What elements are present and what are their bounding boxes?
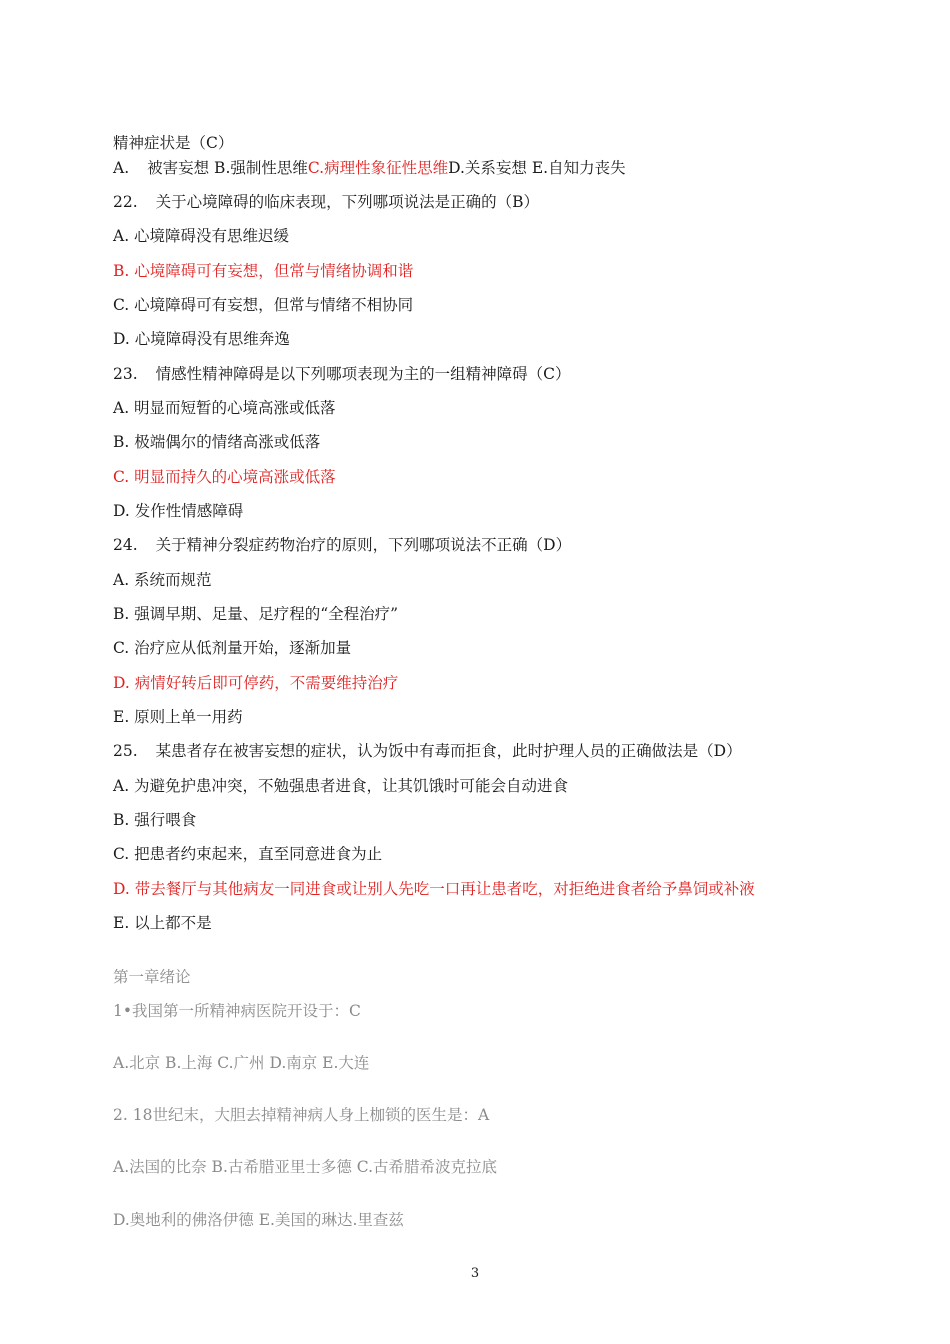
option-text: D.关系妄想 E.自知力丧失 [448, 159, 626, 177]
question-1: 1•我国第一所精神病医院开设于：C [113, 1002, 361, 1020]
option-c: C. 治疗应从低剂量开始，逐渐加量 [113, 639, 352, 657]
question-number: 25. [113, 742, 138, 760]
option-c: C. 把患者约束起来，直至同意进食为止 [113, 845, 383, 863]
options-line: D.奥地利的佛洛伊德 E.美国的琳达.里查兹 [113, 1211, 404, 1229]
option-a: A. 明显而短暂的心境高涨或低落 [113, 399, 336, 417]
chapter-heading: 第一章绪论 [113, 968, 191, 986]
option-a: A. 心境障碍没有思维迟缓 [113, 227, 290, 245]
option-text: 被害妄想 B.强制性思维 [147, 159, 308, 177]
option-a: A. 系统而规范 [113, 571, 212, 589]
question-number: 22. [113, 193, 138, 211]
options-line: A.北京 B.上海 C.广州 D.南京 E.大连 [113, 1054, 370, 1072]
correct-answer: D. 病情好转后即可停药，不需要维持治疗 [113, 674, 399, 692]
option-b: B. 强调早期、足量、足疗程的“全程治疗” [113, 605, 399, 623]
page-number: 3 [470, 1266, 480, 1281]
correct-answer: C. 明显而持久的心境高涨或低落 [113, 468, 336, 486]
question-24 [113, 535, 571, 555]
option-b: B. 极端偶尔的情绪高涨或低落 [113, 433, 321, 451]
question-text: 关于精神分裂症药物治疗的原则，下列哪项说法不正确（D） [155, 536, 572, 554]
question-2: 2. 18世纪末，大胆去掉精神病人身上枷锁的医生是：A [113, 1106, 490, 1124]
options-line [113, 158, 626, 178]
option-c: C. 心境障碍可有妄想，但常与情绪不相协同 [113, 296, 414, 314]
option-d: D. 发作性情感障碍 [113, 502, 244, 520]
text-line: 精神症状是（C） [113, 134, 234, 152]
option-b: B. 强行喂食 [113, 811, 197, 829]
option-e: E. 原则上单一用药 [113, 708, 243, 726]
correct-answer: C.病理性象征性思维 [307, 159, 449, 177]
option-a: A. 为避免护患冲突，不勉强患者进食，让其饥饿时可能会自动进食 [113, 777, 569, 795]
option-e: E. 以上都不是 [113, 914, 212, 932]
question-text: 关于心境障碍的临床表现，下列哪项说法是正确的（B） [155, 193, 540, 211]
option-label: A. [113, 159, 130, 177]
options-line: A.法国的比奈 B.古希腊亚里士多德 C.古希腊希波克拉底 [113, 1158, 498, 1176]
option-d: D. 心境障碍没有思维奔逸 [113, 330, 290, 348]
question-text: 情感性精神障碍是以下列哪项表现为主的一组精神障碍（C） [155, 365, 571, 383]
question-number: 24. [113, 536, 138, 554]
correct-answer: D. 带去餐厅与其他病友一同进食或让别人先吃一口再让患者吃，对拒绝进食者给予鼻饲或补液 [113, 880, 755, 898]
question-text: 某患者存在被害妄想的症状，认为饭中有毒而拒食，此时护理人员的正确做法是（D） [155, 742, 742, 760]
question-23 [113, 364, 571, 384]
correct-answer: B. 心境障碍可有妄想，但常与情绪协调和谐 [113, 262, 414, 280]
question-22 [113, 192, 539, 212]
question-number: 23. [113, 365, 138, 383]
question-25 [113, 741, 742, 761]
